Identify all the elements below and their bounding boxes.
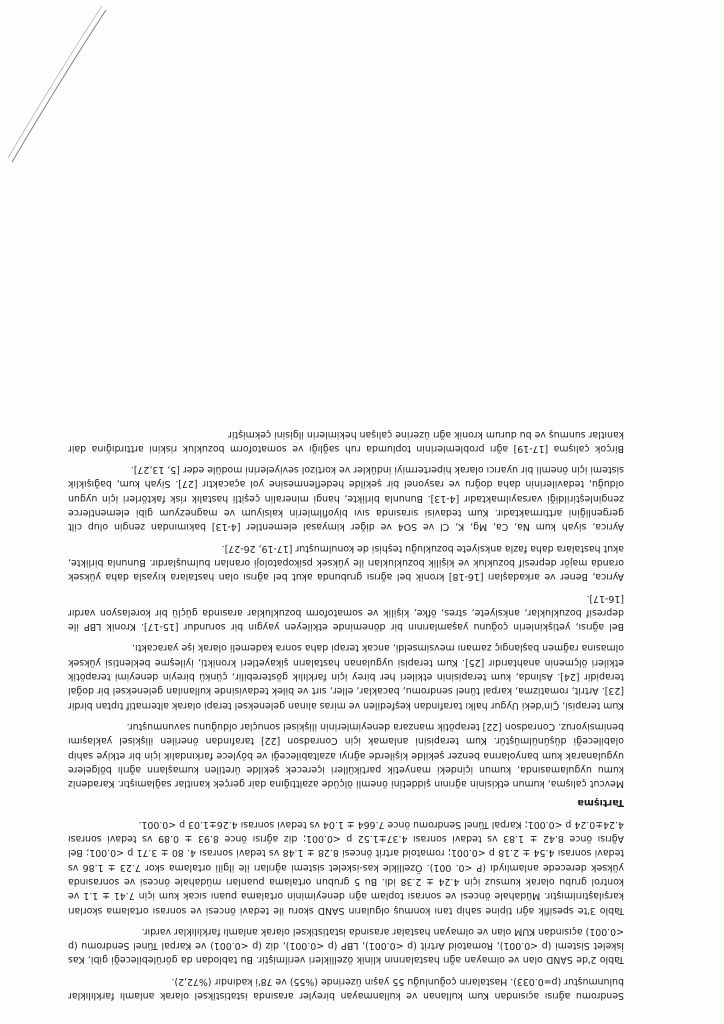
paragraph-results-intro: Sendromu ağrısı açısından Kum kullanan ve kullanmayan bireyler arasında istatistiksel olarak anlamlı farklılıklar bulunmuştur (p=0.033). Hastaların çoğunluğu 55 yaşın üzerinde (%55) ve 78'i kadındır (%72,2). — [68, 975, 624, 1001]
paragraph-discussion-1: Mevcut çalışma, kumun etkisinin ağrının şiddetini önemli ölçüde azalttığına dair gerçek kanıtlar sağlamıştır. Karadeniz kumu uygulamasında, kumun içindeki manyetik partikülleri içerecek şekilde üretilen kumaşların ağrılı bölgelere uygulanarak kum banyolarına benzer şekilde kişilerde ağrıyı azaltabileceği ve böylece farkındalık için bir etkiye sahip olabileceği düşünülmüştür. Kum terapisini anlamak için Conradson [22] tarafından önerilen ilişkisel yaklaşımı benimsiyoruz. Conradson [22] terapötik manzara deneyimlerinin ilişkisel sonuçlar olduğunu savunmuştur. — [68, 720, 624, 790]
paragraph-discussion-4: Ayrıca, Bener ve arkadaşları [16-18] kronik bel ağrısı grubunda akut bel ağrısı olan hastalara kıyasla daha yüksek oranda majör depresif bozukluk ve kişilik bozuklukları ile yüksek psikopatoloji oranları bulmuşlardır. Bununla birlikte, akut hastalara daha fazla anksiyete bozukluğu teşhisi de konulmuştur [17-19, 26-27]. — [68, 542, 624, 583]
paragraph-discussion-2: Kum terapisi, Çin'deki Uygur halkı tarafından keşfedilen ve miras alınan geleneksel terapi olarak alternatif tıptan birdir [23]. Artrit, romatizma, karpal tünel sendromu, bacaklar, eller, sırt ve bilek tedavisinde kullanılan geleneksel bir doğal terapidir [24]. Aslında, kum terapisinin etkileri her birey için farklılık gösterebilir, çünkü bireyin deneyimi terapötik etkileri ölçmenin anahtarıdır [25]. Kum terapisi uygulanan hastaların şikayetleri kronikti, iyileşme beklentisi yüksek olmasına rağmen başlangıç zamanı mevsimseldi, ancak terapi daha sonra kademeli olarak işe yaracaktı. — [68, 642, 624, 711]
paragraph-discussion-6: Birçok çalışma [17-19] ağrı problemlerinin toplumda ruh sağlığı ve somatoform bozukluk riskini arttırdığına dair kanıtlar sunmuş ve bu durum kronik ağrı üzerine çalışan hekimlerin ilgisini çekmiştir — [68, 428, 624, 454]
paragraph-table3: Tablo 3'te spesifik ağrı tipine sahip tanı konmuş olguların SAND skoru ile tedavi öncesi ve sonrası ortalama skorları karşılaştırılmıştır. Müdahale öncesi ve sonrası toplam ağrı deneyiminin ortalama puanı sıcak kum için 7.41 ± 1.1 ve kontrol grubu olarak kumsuz için 4.24 ± 2.38 idi. Bu 5 grubun ortalama puanları müdahale öncesi ve sonrasında yüksek derecede anlamlıydı (P <0. 001). Özellikle kas-iskelet sistemi ağrıları ile ilgili ortalama skor 7.23 ± 1.86 vs tedavi sonrası 4.54 ± 2.18 p <0.001; romatoid artrit öncesi 8.28 ± 1.48 vs tedavi sonrası 4. 80 ± 3.71 p <0.001; Bel Ağrısı önce 8.42 ± 1.83 vs tedavi sonrası 4.37±1.52 p <0.001; diz ağrısı önce 8.93 ± 0.89 vs tedavi sonrası 4.24±0.24 p <0.001; Karpal Tünel Sendromu önce 7.664 ± 1.04 vs tedavi sonrası 4.26±1.03 p <0.001. — [68, 818, 624, 916]
document-body — [68, 419, 624, 1002]
section-heading-discussion: Tartışma — [577, 797, 624, 809]
paragraph-discussion-5: Ayrıca, siyah kum Na, Ca, Mg, K, Cl ve SO4 ve diğer kimyasal elementler [4-13] bakımından zengin olup cilt gergenliğini arttırmaktadır. Kum tedavisi sırasında sıvı biyofilmlerin kalsiyum ve magnezyum gibi elementlerce zenginleştirildiği varsayılmaktadır [4-13]. Bununla birlikte, hangi mineralin çeşitli hastalık risk faktörleri için uygun olduğu, tedavilerinin daha doğru ve rasyonel bir şekilde hedeflenmesine yol açacaktır [27]. Siyah kum, bağışıklık sistemi için önemli bir uyarıcı olarak hipertermiyi indükler ve kortizol seviyelerini modüle eder [5, 13,27]. — [68, 464, 624, 533]
paragraph-table2: Tablo 2'de SAND olan ve olmayan ağrı hastalarının klinik özellikleri verilmiştir. Bu tablodan da görülebileceği gibi, Kas İskelet Sistemi (p <0.001), Romatoid Artrit (p <0.001), LBP (p <0.001), diz (p <0.001) ve Karpal Tünel Sendromu (p <0.001) açısından KUM olan ve olmayan hastalar arasında istatistiksel olarak anlamlı farklılıklar vardır. — [68, 925, 624, 966]
paragraph-discussion-3: Bel ağrısı, yetişkinlerin çoğunu yaşamlarının bir döneminde etkileyen yaygın bir sorundur [15-17]. Kronik LBP ile depresif bozukluklar, anksiyete, stres, öfke, kişilik ve somatoform bozukluklar arasında güçlü bir korelasyon vardır [16-17]. — [68, 592, 624, 633]
